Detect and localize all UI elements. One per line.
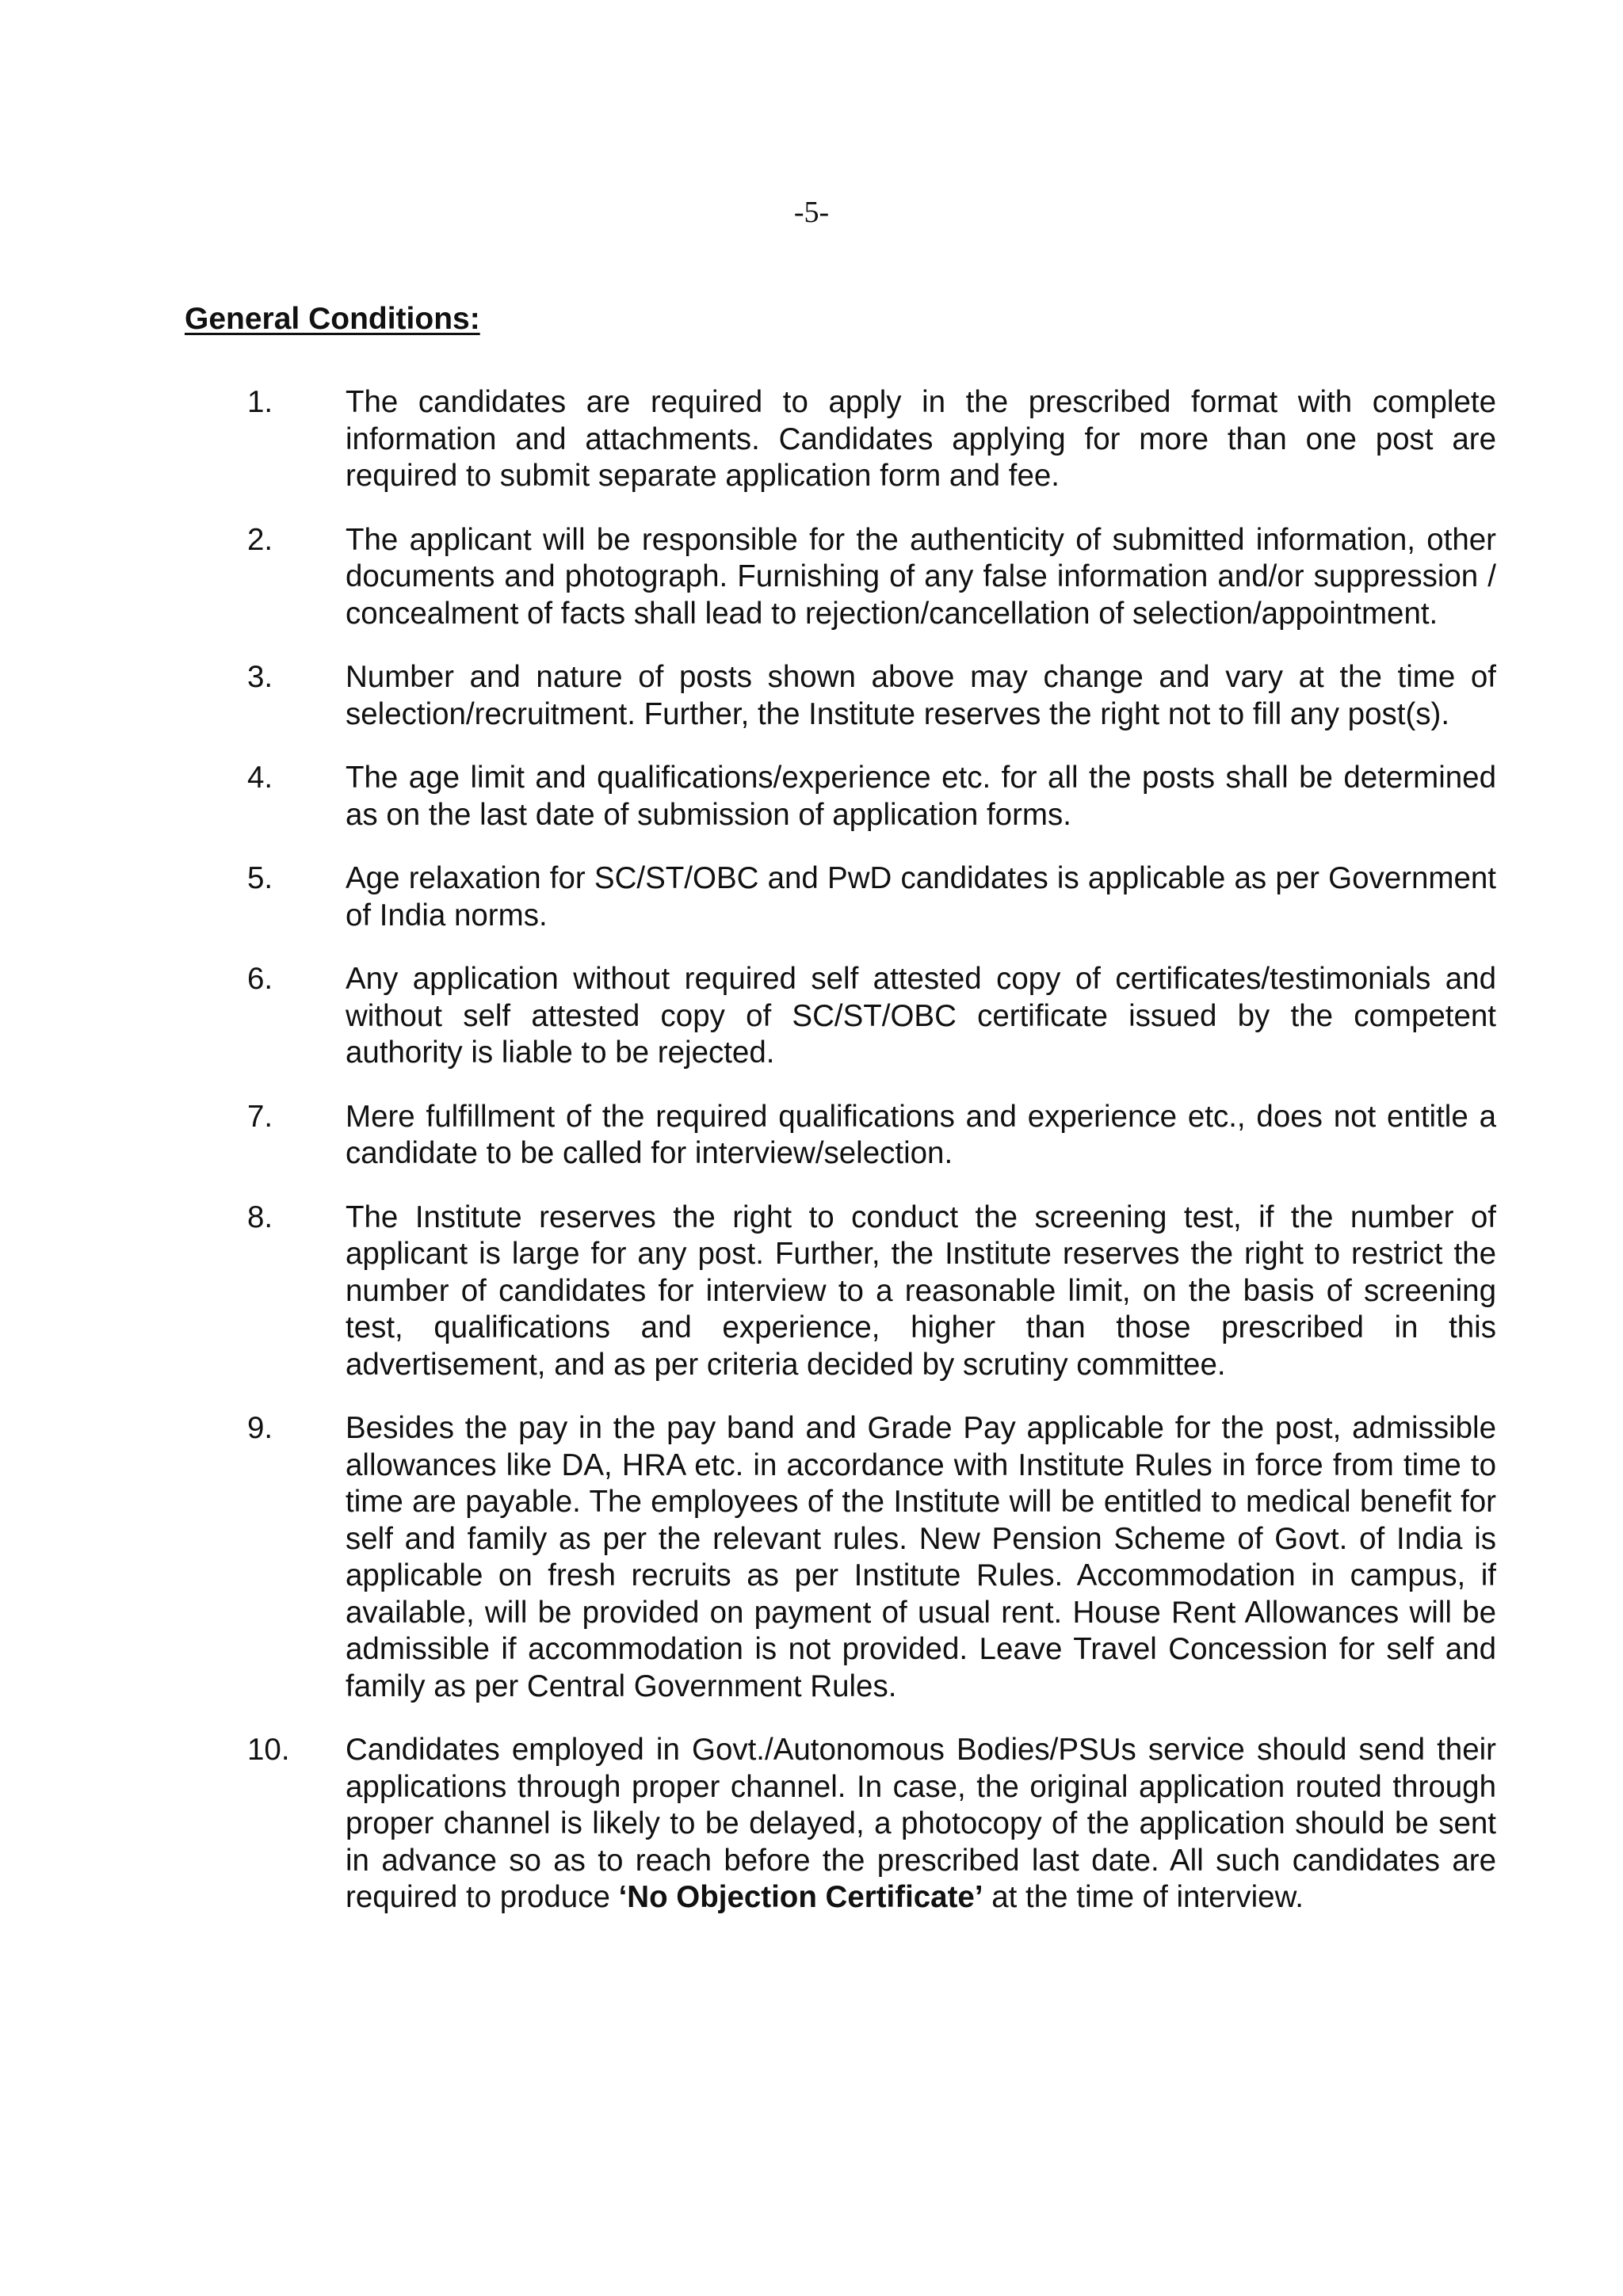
condition-item: [247, 961, 1496, 1072]
condition-number: 7.: [247, 1099, 273, 1134]
condition-item: [247, 1732, 1496, 1917]
condition-number: 9.: [247, 1411, 273, 1445]
general-conditions-list: [247, 384, 1496, 1943]
condition-text: Mere fulfillment of the required qualifications and experience etc., does not entitle a candidate to be called for interview/selection.: [346, 1099, 1496, 1170]
condition-text: [346, 1732, 1496, 1917]
section-heading: General Conditions:: [185, 302, 480, 336]
condition-text: The candidates are required to apply in the prescribed format with complete information and attachments. Candidates applying for more than one post are required to submit separate application form and fee.: [346, 385, 1496, 493]
condition-item: [247, 384, 1496, 495]
condition-number: 1.: [247, 385, 273, 419]
condition-text: Age relaxation for SC/ST/OBC and PwD candidates is applicable as per Government of India norms.: [346, 861, 1496, 933]
condition-item: [247, 659, 1496, 733]
condition-number: 6.: [247, 962, 273, 996]
page-number: -5-: [793, 196, 830, 229]
condition-item: [247, 1099, 1496, 1173]
condition-text-before: Candidates employed in Govt./Autonomous Bodies/PSUs service should send their applications through proper channel. In case, the original application routed through proper channel is likely to be delayed, a photocopy of the application should be sent in advance so as to reach before the prescribed last date. All such candidates are required to produce: [346, 1733, 1496, 1914]
condition-text: Any application without required self attested copy of certificates/testimonials and without self attested copy of SC/ST/OBC certificate issued by the competent authority is liable to be rejected.: [346, 962, 1496, 1070]
condition-text: Besides the pay in the pay band and Grade Pay applicable for the post, admissible allowances like DA, HRA etc. in accordance with Institute Rules in force from time to time are payable. The employees of the Institute will be entitled to medical benefit for self and family as per the relevant rules. New Pension Scheme of Govt. of India is applicable on fresh recruits as per Institute Rules. Accommodation in campus, if available, will be provided on payment of usual rent. House Rent Allowances will be admissible if accommodation is not provided. Leave Travel Concession for self and family as per Central Government Rules.: [346, 1411, 1496, 1703]
condition-number: 10.: [247, 1733, 290, 1767]
condition-item: [247, 1410, 1496, 1705]
condition-number: 4.: [247, 761, 273, 795]
condition-number: 2.: [247, 522, 273, 557]
condition-item: [247, 522, 1496, 633]
condition-text: Number and nature of posts shown above may change and vary at the time of selection/recruitment. Further, the Institute reserves the right not to fill any post(s).: [346, 660, 1496, 731]
condition-text: The age limit and qualifications/experience etc. for all the posts shall be determined as on the last date of submission of application forms.: [346, 761, 1496, 832]
condition-text: The Institute reserves the right to conduct the screening test, if the number of applicant is large for any post. Further, the Institute reserves the right to restrict the number of candidates for interview to a reasonable limit, on the basis of screening test, qualifications and experience, higher than those prescribed in this advertisement, and as per criteria decided by scrutiny committee.: [346, 1199, 1496, 1382]
condition-text: The applicant will be responsible for the authenticity of submitted information, other documents and photograph. Furnishing of any false information and/or suppression / concealment of facts shall lead to rejection/cancellation of selection/appointment.: [346, 522, 1496, 631]
condition-item: [247, 860, 1496, 934]
condition-item: [247, 1199, 1496, 1384]
condition-number: 3.: [247, 660, 273, 694]
no-objection-certificate-text: ‘No Objection Certificate’: [618, 1880, 983, 1914]
condition-number: 5.: [247, 861, 273, 895]
condition-text-after: at the time of interview.: [983, 1880, 1304, 1914]
condition-item: [247, 760, 1496, 833]
condition-number: 8.: [247, 1199, 273, 1234]
